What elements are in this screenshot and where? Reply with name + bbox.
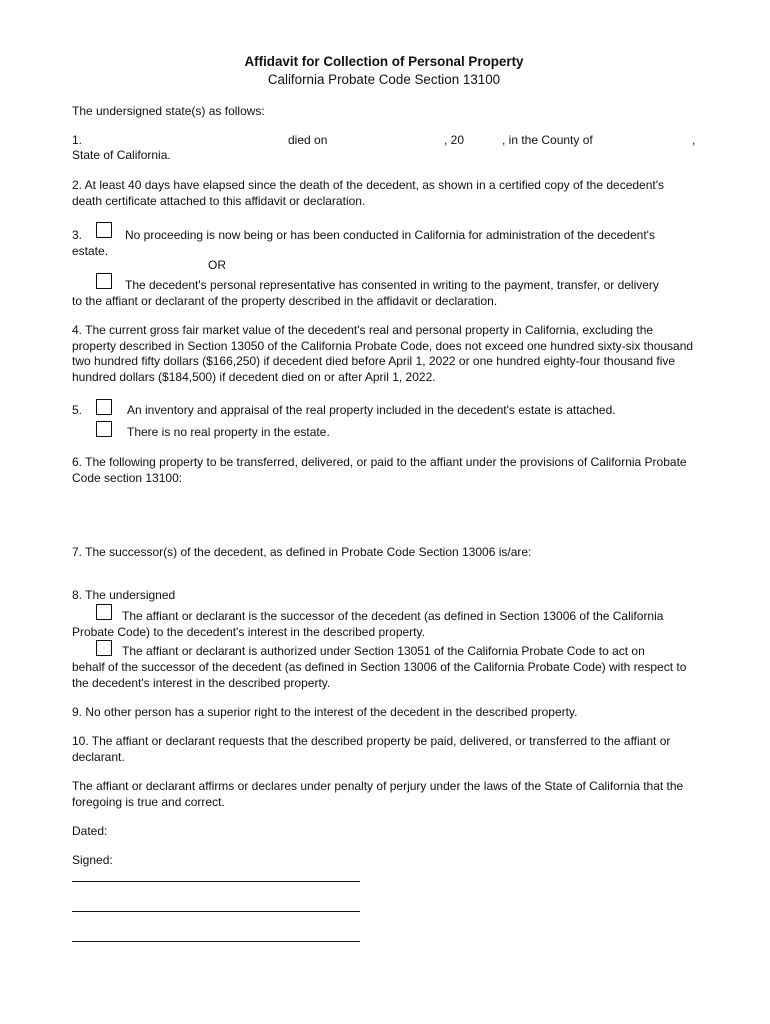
item5-option-a-checkbox[interactable]: [96, 399, 112, 415]
item10-text: 10. The affiant or declarant requests that the described property be paid, delivered, or transferred to the affiant or declarant.: [72, 734, 671, 764]
form-title: Affidavit for Collection of Personal Property: [244, 54, 524, 69]
signature-line[interactable]: [72, 940, 360, 942]
form-subtitle: California Probate Code Section 13100: [267, 72, 501, 87]
item2-text: 2. At least 40 days have elapsed since the death of the decedent, as shown in a certified copy of the decedent's death certificate attached to this affidavit or declaration.: [72, 178, 665, 208]
item8-option-b-checkbox[interactable]: [96, 640, 112, 656]
item5-option-a: An inventory and appraisal of the real property included in the decedent's estate is attached.: [127, 403, 616, 417]
item7-text: 7. The successor(s) of the decedent, as defined in Probate Code Section 13006 is/are:: [72, 545, 532, 559]
item4-text: 4. The current gross fair market value of the decedent's real and personal property in California, excluding the property described in Section 13050 of the California Probate Code, does not exceed one hundred sixty-six thousand two hundred fifty dollars ($166,250) if decedent died before April 1, 2022 or one hundred eighty-four thousand five hundred dollars ($184,500) if decedent died on or after April 1, 2022.: [72, 323, 694, 384]
item8-option-a-checkbox[interactable]: [96, 604, 112, 620]
item1-comma: ,: [692, 133, 696, 147]
item6-text: 6. The following property to be transferred, delivered, or paid to the affiant under the provisions of California Probate Code section 13100:: [72, 455, 687, 485]
intro-text: The undersigned state(s) as follows:: [72, 104, 265, 118]
signature-line[interactable]: [72, 880, 360, 882]
item1-county-text: , in the County of: [502, 133, 593, 147]
dated-label: Dated:: [72, 824, 108, 838]
signature-line[interactable]: [72, 910, 360, 912]
item8-option-b-rest: behalf of the successor of the decedent (as defined in Section 13006 of the California Probate Code) with respect to the decedent's interest in the described property.: [72, 660, 687, 690]
item3-or: OR: [208, 258, 226, 272]
item1-died-on: died on: [288, 133, 328, 147]
item1-state: State of California.: [72, 148, 171, 162]
item1-number: 1.: [72, 133, 83, 147]
item3-option-b-line2: to the affiant or declarant of the property described in the affidavit or declaration.: [72, 294, 498, 308]
item8-option-a-line1: The affiant or declarant is the successor of the decedent (as defined in Section 13006 of the California: [122, 609, 664, 623]
item3-option-b-checkbox[interactable]: [96, 273, 112, 289]
item1-year-prefix: , 20: [444, 133, 465, 147]
item5-option-b: There is no real property in the estate.: [127, 425, 330, 439]
item3-option-b-line1: The decedent's personal representative has consented in writing to the payment, transfer, or delivery: [125, 278, 659, 292]
item8-option-a-line2: Probate Code) to the decedent's interest in the described property.: [72, 625, 425, 639]
item5-number: 5.: [72, 403, 83, 417]
item3-option-a-line2: estate.: [72, 244, 109, 258]
signed-label: Signed:: [72, 853, 113, 867]
item8-heading: 8. The undersigned: [72, 588, 176, 602]
item3-option-a-line1: No proceeding is now being or has been conducted in California for administration of the decedent's: [125, 228, 655, 242]
item8-option-b-line1: The affiant or declarant is authorized under Section 13051 of the California Probate Code to act on: [122, 644, 645, 658]
item5-option-b-checkbox[interactable]: [96, 421, 112, 437]
affirmation-text: The affiant or declarant affirms or declares under penalty of perjury under the laws of the State of California that the foregoing is true and correct.: [72, 779, 684, 809]
item3-option-a-checkbox[interactable]: [96, 222, 112, 238]
item3-number: 3.: [72, 228, 83, 242]
item9-text: 9. No other person has a superior right to the interest of the decedent in the described property.: [72, 705, 578, 719]
